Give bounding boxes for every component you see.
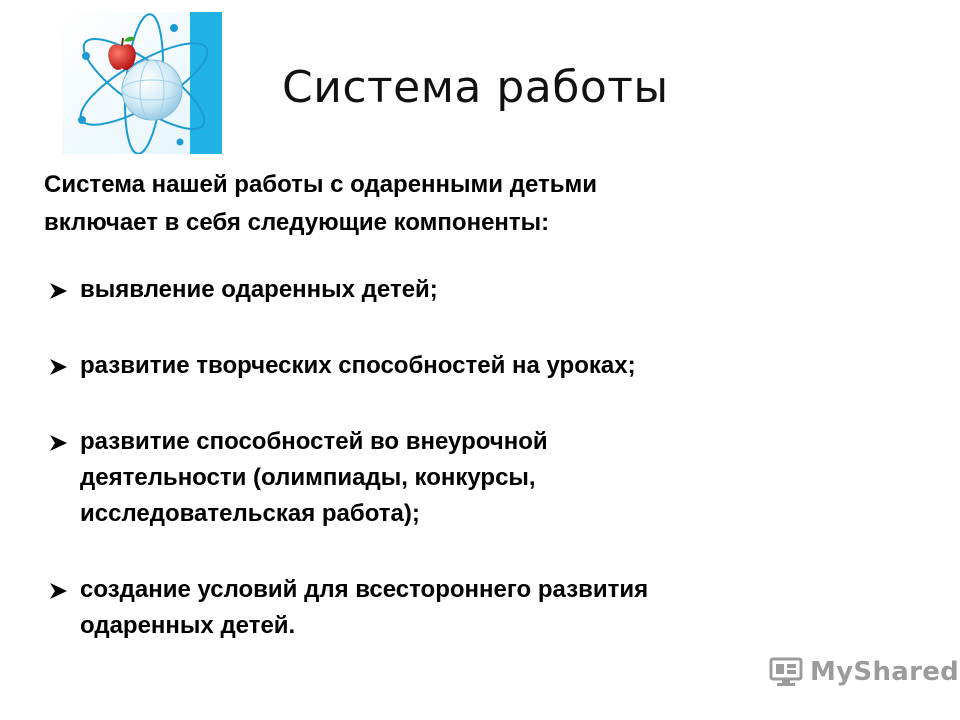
list-item-text: исследовательская работа); xyxy=(80,500,420,527)
intro-line: Система нашей работы с одаренными детьми xyxy=(44,171,597,198)
arrow-bullet-icon xyxy=(48,358,68,376)
watermark xyxy=(768,654,959,690)
list-item xyxy=(44,348,924,384)
list-item xyxy=(44,272,924,308)
list-item-text: выявление одаренных детей; xyxy=(80,276,438,303)
component-list xyxy=(44,272,924,684)
list-item-text: создание условий для всестороннего развития xyxy=(80,576,649,603)
list-item-text: развитие способностей во внеурочной xyxy=(80,428,548,455)
watermark-text: MyShared xyxy=(810,657,960,687)
list-item-text: деятельности (олимпиады, конкурсы, xyxy=(80,464,536,491)
arrow-bullet-icon xyxy=(48,282,68,300)
arrow-bullet-icon xyxy=(48,434,68,452)
slide-title: Система работы xyxy=(282,62,669,113)
arrow-bullet-icon xyxy=(48,582,68,600)
intro-line: включает в себя следующие компоненты: xyxy=(44,209,550,236)
intro-text xyxy=(44,166,924,242)
atom-logo-icon xyxy=(62,12,222,154)
list-item xyxy=(44,572,924,644)
monitor-icon xyxy=(768,656,804,688)
list-item-text: развитие творческих способностей на уроках; xyxy=(80,352,636,379)
list-item-text: одаренных детей. xyxy=(80,612,296,639)
list-item xyxy=(44,424,924,532)
